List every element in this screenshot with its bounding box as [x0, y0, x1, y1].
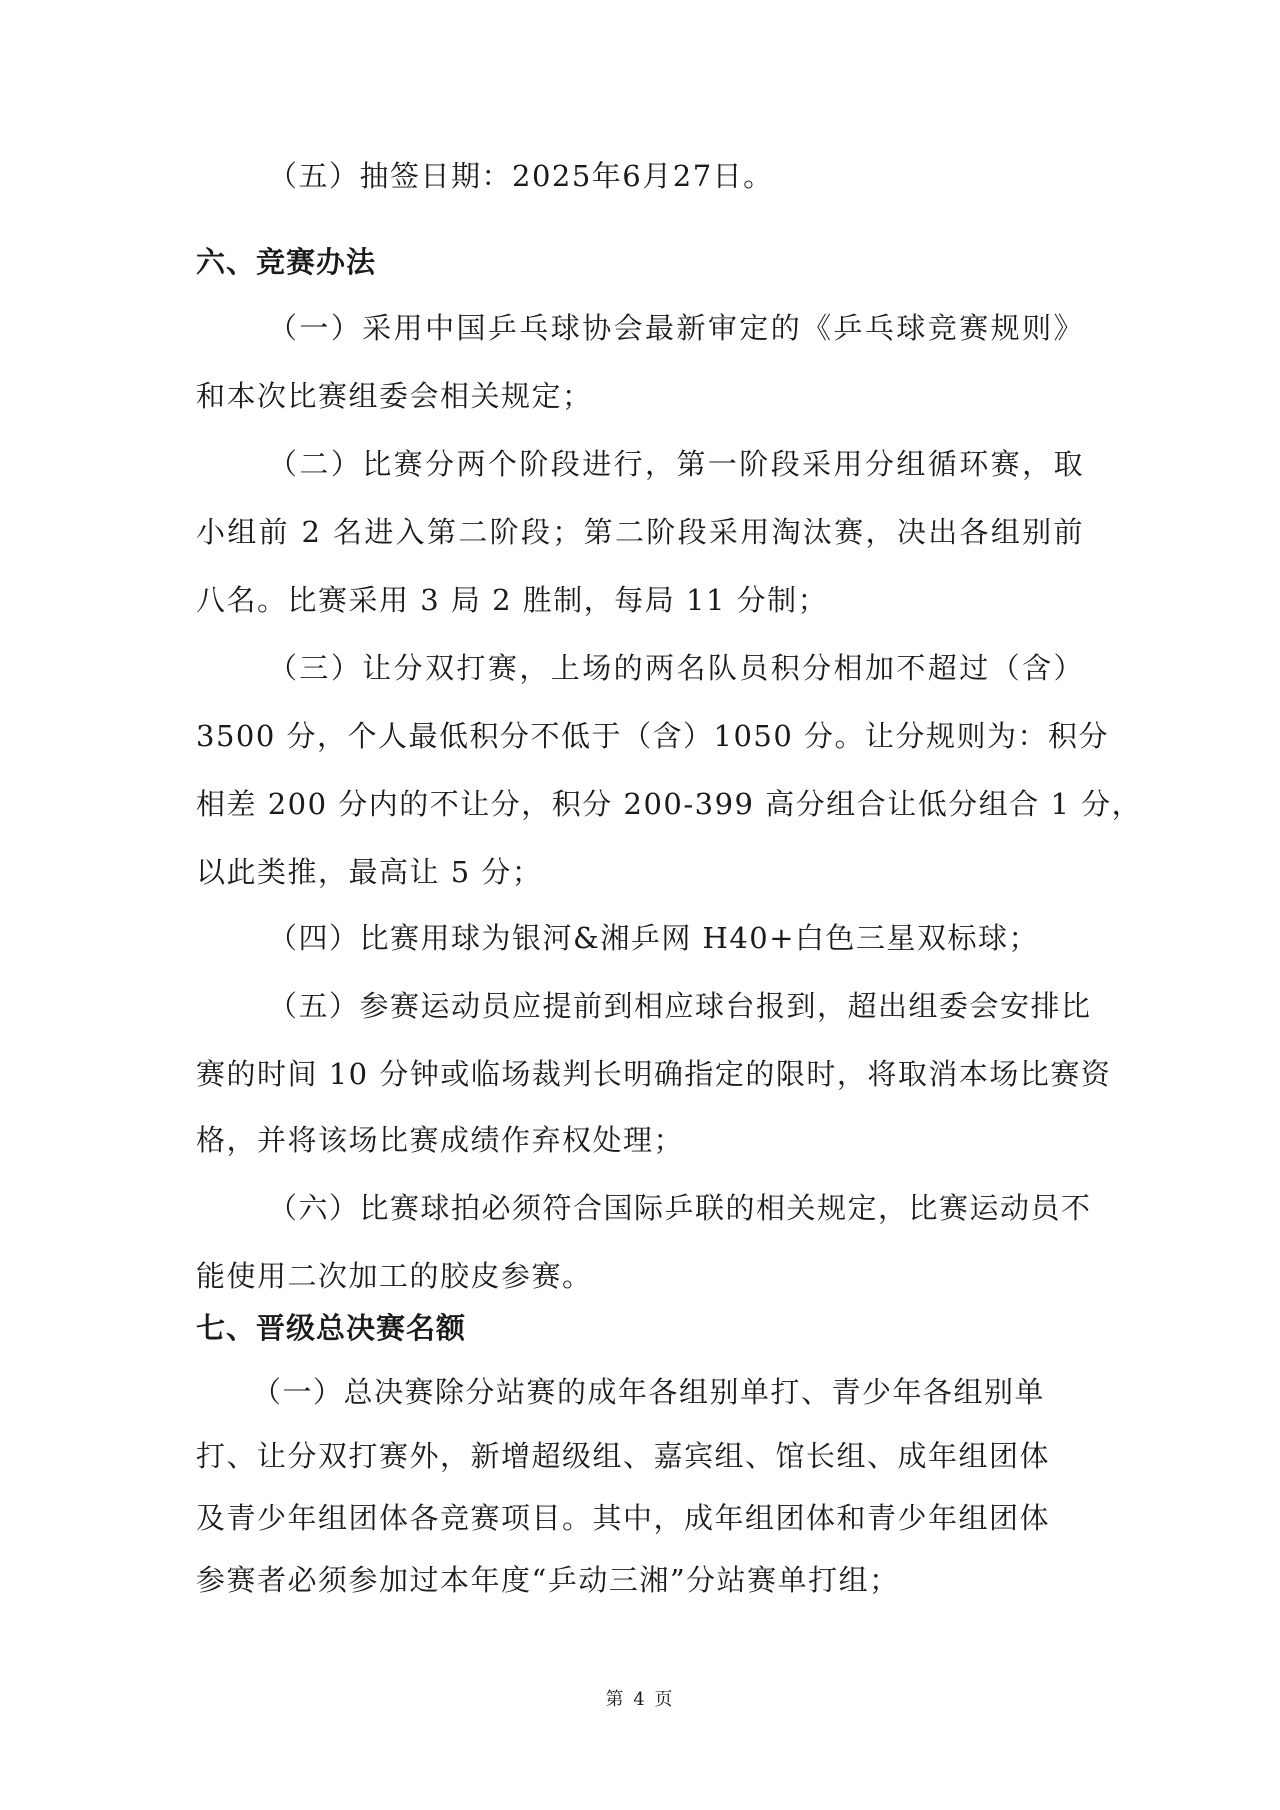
- s7-p1-line2: 打、让分双打赛外，新增超级组、嘉宾组、馆长组、成年组团体: [196, 1439, 1051, 1473]
- s6-p5-line2: 赛的时间 10 分钟或临场裁判长明确指定的限时，将取消本场比赛资: [196, 1057, 1112, 1091]
- s6-p2-line3: 八名。比赛采用 3 局 2 胜制，每局 11 分制；: [196, 583, 829, 617]
- s6-p2-line1: （二）比赛分两个阶段进行，第一阶段采用分组循环赛，取: [268, 447, 1084, 481]
- s6-p2-line2: 小组前 2 名进入第二阶段；第二阶段采用淘汰赛，决出各组别前: [196, 515, 1084, 549]
- page-number: 第 4 页: [605, 1689, 675, 1710]
- s6-p3-line1: （三）让分双打赛，上场的两名队员积分相加不超过（含）: [268, 651, 1084, 685]
- section-6-heading: 六、竞赛办法: [196, 245, 377, 279]
- s7-p1-line1: （一）总决赛除分站赛的成年各组别单打、青少年各组别单: [252, 1375, 1046, 1409]
- s6-p4-line1: （四）比赛用球为银河&湘乒网 H40+白色三星双标球；: [268, 921, 1040, 955]
- s6-p3-line4: 以此类推，最高让 5 分；: [196, 855, 543, 889]
- s6-p5-line1: （五）参赛运动员应提前到相应球台报到，超出组委会安排比: [268, 989, 1092, 1023]
- s6-p3-line3: 相差 200 分内的不让分，积分 200-399 高分组合让低分组合 1 分，: [196, 787, 1143, 821]
- draw-date-line: （五）抽签日期：2025年6月27日。: [268, 159, 774, 193]
- section-7-heading: 七、晋级总决赛名额: [196, 1311, 467, 1345]
- s7-p1-line3: 及青少年组团体各竞赛项目。其中，成年组团体和青少年组团体: [196, 1501, 1051, 1535]
- s6-p6-line2: 能使用二次加工的胶皮参赛。: [196, 1259, 593, 1293]
- s6-p1-line2: 和本次比赛组委会相关规定；: [196, 379, 593, 413]
- s6-p3-line2: 3500 分，个人最低积分不低于（含）1050 分。让分规则为：积分: [196, 719, 1110, 753]
- s6-p1-line1: （一）采用中国乒乓球协会最新审定的《乒乓球竞赛规则》: [268, 311, 1084, 345]
- s7-p1-line4: 参赛者必须参加过本年度“乒动三湘”分站赛单打组；: [196, 1563, 900, 1597]
- s6-p5-line3: 格，并将该场比赛成绩作弃权处理；: [196, 1123, 685, 1157]
- s6-p6-line1: （六）比赛球拍必须符合国际乒联的相关规定，比赛运动员不: [268, 1191, 1092, 1225]
